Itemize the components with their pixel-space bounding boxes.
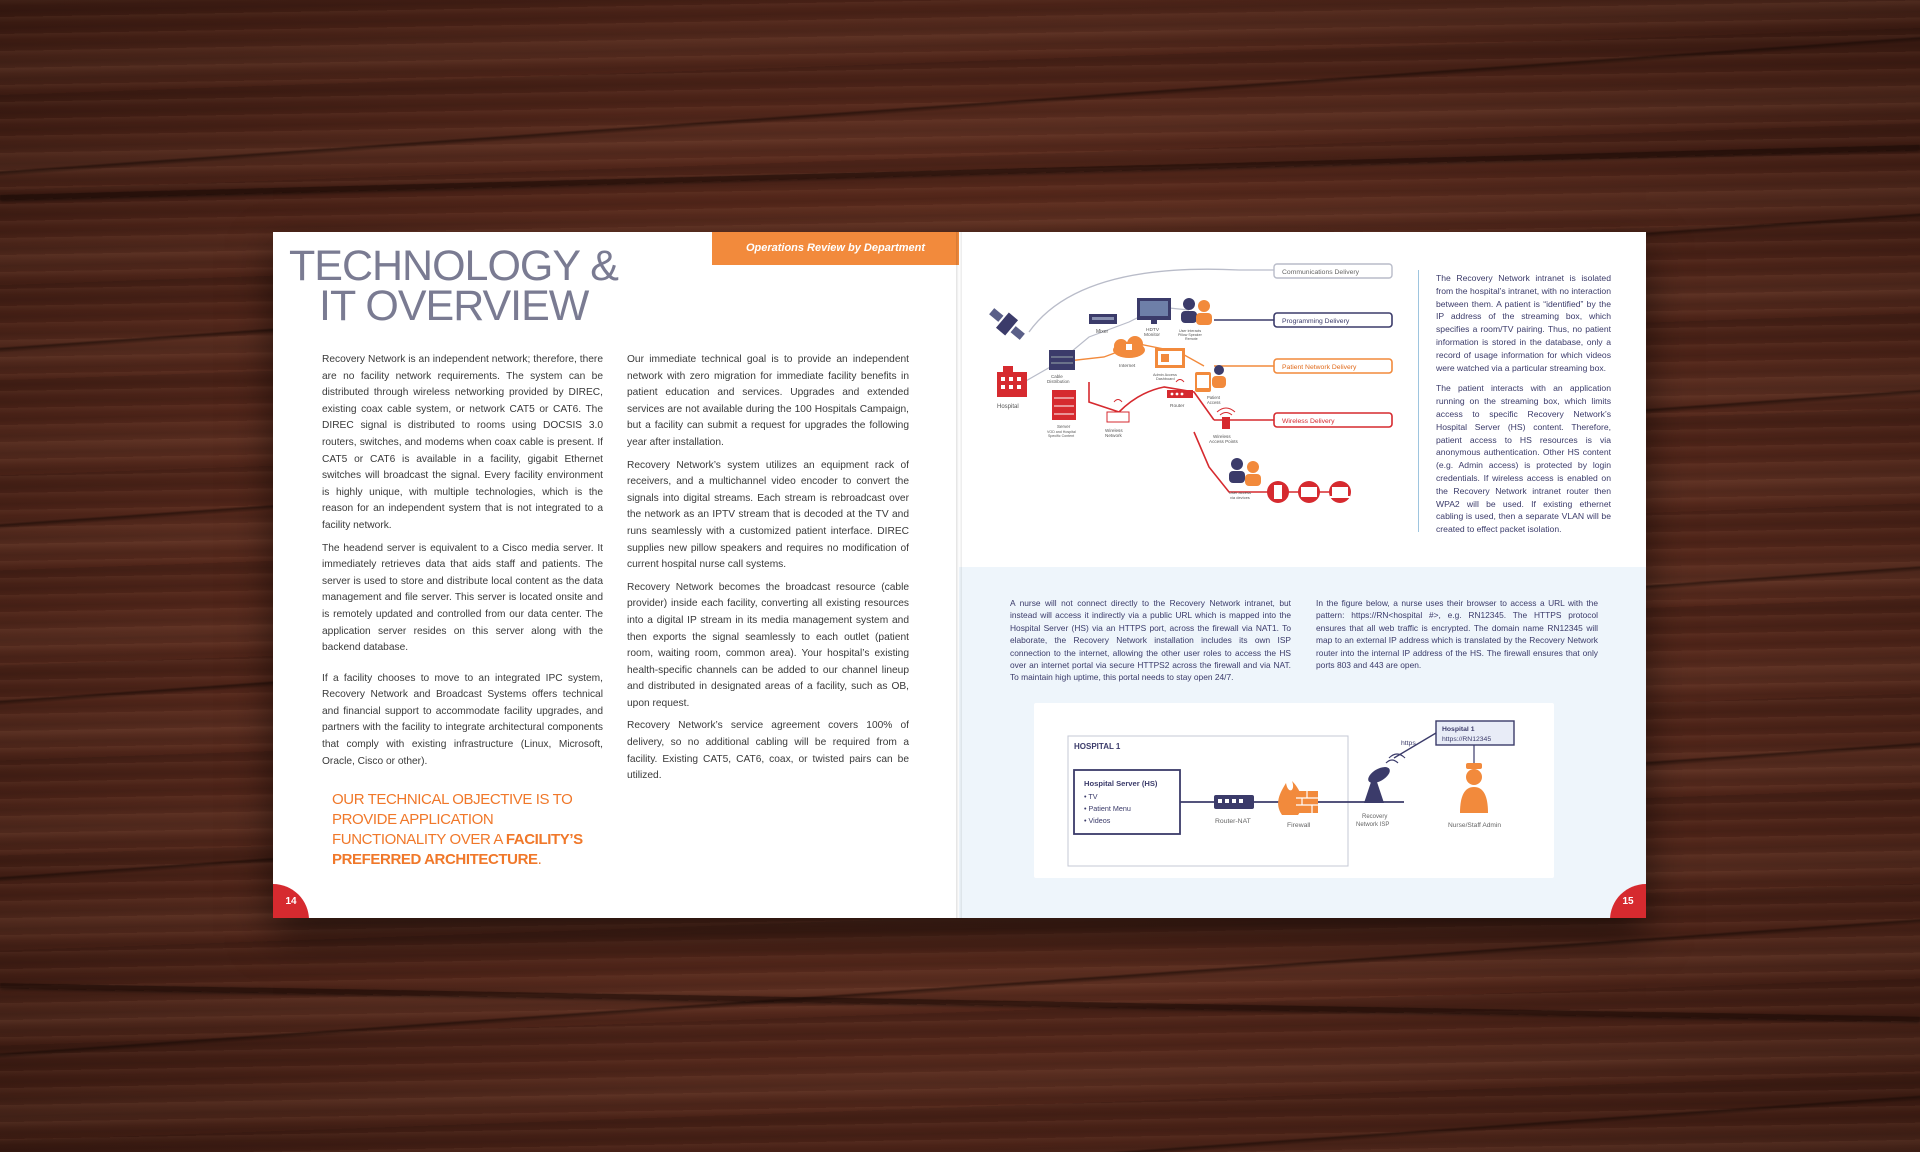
diagram-label-pillow: User interacts bbox=[1179, 329, 1202, 333]
isp-label: Recovery bbox=[1362, 814, 1388, 820]
delivery-label: Wireless Delivery bbox=[1282, 418, 1335, 425]
url-box-url: https://RN12345 bbox=[1442, 736, 1492, 743]
diagram-label-users-2: via devices bbox=[1230, 495, 1250, 500]
internet-cloud-icon bbox=[1113, 336, 1145, 358]
paragraph: Recovery Network’s service agreement covers 100% of delivery, so no additional cabling will be required from a facility. Existing CAT5, CAT6, coax, or twisted pairs can be utilized. bbox=[627, 720, 909, 782]
diagram-label-wap: Wireless bbox=[1213, 434, 1231, 439]
diagram-label-admin: Admin Access bbox=[1153, 373, 1177, 377]
delivery-box-wireless bbox=[1274, 413, 1392, 427]
diagram-label-server: Server bbox=[1057, 424, 1071, 429]
diagram-label-patient: Patient bbox=[1207, 395, 1221, 400]
router-nat-label: Router-NAT bbox=[1215, 818, 1251, 825]
diagram-label-pillow-3: Remote bbox=[1185, 337, 1198, 341]
title-line-1: TECHNOLOGY & bbox=[289, 242, 618, 290]
diagram-label-cable: Cable bbox=[1051, 374, 1063, 379]
paragraph: The headend server is equivalent to a Cisco media server. It immediately retrieves data that aids staff and patients. The server is used to store and distribute local content as the data management and file server. This server is located onsite and is remotely updated and controlled from our data center. The application server resides on this server along with the backend database. bbox=[322, 542, 603, 654]
admin-dashboard-icon bbox=[1155, 348, 1185, 368]
divider-line bbox=[1418, 270, 1419, 532]
diagram-label-hospital: Hospital bbox=[997, 404, 1019, 410]
paragraph: Recovery Network becomes the broadcast resource (cable provider) inside each facility, converting all existing resources into a digital IP stream in its media management system and then exports the signal seamlessly to each outlet (patient room, waiting room, common area). Your hospital’s existing health-specific channels can be added to our channel lineup and distributed in designated areas of a facility, such as OB, upon request. bbox=[627, 581, 909, 709]
delivery-label: Programming Delivery bbox=[1282, 318, 1350, 325]
network-access-section bbox=[959, 567, 1646, 918]
diagram-label-wireless-network-2: Network bbox=[1105, 433, 1122, 438]
book-spine bbox=[956, 232, 962, 918]
nurse-icon bbox=[1460, 763, 1488, 813]
distribution-diagram bbox=[989, 262, 1419, 527]
isp-label-2: Network ISP bbox=[1356, 822, 1390, 828]
hospital-label: HOSPITAL 1 bbox=[1074, 742, 1121, 751]
wireless-network-icon bbox=[1107, 400, 1129, 423]
patient-device-icon bbox=[1195, 372, 1211, 392]
router-nat-icon bbox=[1214, 795, 1254, 809]
page-title bbox=[289, 242, 618, 330]
page-14 bbox=[273, 232, 959, 918]
laptop-device-icon bbox=[1329, 481, 1351, 503]
server-item: • TV bbox=[1084, 792, 1098, 801]
nurse-label: Nurse/Staff Admin bbox=[1448, 822, 1502, 829]
diagram-label-wireless-network: Wireless bbox=[1105, 428, 1123, 433]
diagram-label-server-3: Specific Content bbox=[1048, 434, 1075, 438]
phone-device-icon bbox=[1267, 481, 1289, 503]
person-icon bbox=[1245, 461, 1261, 486]
title-line-2: IT OVERVIEW bbox=[319, 282, 589, 330]
person-icon bbox=[1181, 298, 1197, 323]
person-icon bbox=[1212, 365, 1226, 388]
pull-quote bbox=[332, 790, 607, 870]
section-banner: Operations Review by Department bbox=[712, 232, 959, 265]
network-figure-svg bbox=[1034, 703, 1554, 878]
diagram-label-server-2: VOD and Hospital bbox=[1047, 430, 1076, 434]
paragraph: Recovery Network is an independent network; therefore, there are no facility network requirements. The system can be distributed through wireless networking provided by DIREC, existing coax cable system, or network CAT5 or CAT6. The DIREC signal is distributed to rooms using DOCSIS 3.0 routers, switches, and modems when coax cable is present. If CAT5 or CAT6 is available in a facility, gigabit Ethernet switches will broadcast the signal. Every facility environment is highly unique, with multiple technologies, which is the reason for an independent system that is not integrated to a facility network. bbox=[322, 354, 603, 531]
network-figure bbox=[1034, 703, 1554, 878]
diagram-label-admin-2: Dashboard bbox=[1156, 377, 1175, 381]
person-icon bbox=[1229, 458, 1245, 483]
page-15 bbox=[959, 232, 1646, 918]
https-label: https bbox=[1401, 740, 1416, 747]
delivery-label: Patient Network Delivery bbox=[1282, 364, 1357, 371]
diagram-label-router: Router bbox=[1170, 404, 1185, 409]
paragraph: If a facility chooses to move to an integrated IPC system, Recovery Network and Broadcast Systems offers technical and financial support to accommodate facility upgrades, and partners with the facility to integrate architectural components that comply with existing infrastructure (Linux, Microsoft, Oracle, Cisco or other). bbox=[322, 672, 603, 767]
cable-distribution-icon bbox=[1049, 350, 1075, 370]
page-number: 15 bbox=[1610, 884, 1646, 918]
person-icon bbox=[1196, 300, 1212, 325]
diagram-label-users: User access bbox=[1229, 490, 1252, 495]
diagram-label-mixer: Mixer bbox=[1096, 329, 1109, 335]
satellite-dish-icon bbox=[1364, 754, 1405, 803]
paragraph: Recovery Network’s system utilizes an equipment rack of receivers, and a multichannel video encoder to convert the signals into digital streams. Each stream is rebroadcast over the network as an IPTV stream that is decoded at the TV and runs seamlessly with a customized patient interface. DIREC supplies new pillow speakers and requires no modification of current hospital nurse call systems. bbox=[627, 459, 909, 571]
security-text bbox=[1436, 272, 1611, 544]
paragraph: The Recovery Network intranet is isolated from the hospital’s intranet, with no interaction between them. A patient is “identified” by the IP address of the streaming box, which specifies a room/TV pairing. Thus, no patient information is stored in the database, only a record of usage information for which videos were watched via a particular streaming box. bbox=[1436, 273, 1611, 373]
delivery-box-programming bbox=[1274, 313, 1392, 327]
paragraph: Our immediate technical goal is to provide an independent network with zero migration for immediate facility benefits in patient education and services. Upgrades and extended services are not available during the 100 Hospitals Campaign, but a facility can submit a request for upgrades the following year after installation. bbox=[627, 354, 909, 448]
server-title: Hospital Server (HS) bbox=[1084, 779, 1158, 788]
server-icon bbox=[1052, 390, 1076, 420]
paragraph: The patient interacts with an application running on the streaming box, which limits access to specific Recovery Network’s Hospital Server (HS) content. Therefore, patient access to HS resources is via anonymous authentication. Other HS content (e.g. Admin access) is protected by login credentials. If wireless access is enabled on the Recovery Network intranet router then WPA2 will be used. If existing ethernet cabling is used, then a separate VLAN will be created to effect packet isolation. bbox=[1436, 383, 1611, 535]
diagram-label-patient-2: Access bbox=[1207, 400, 1221, 405]
tablet-device-icon bbox=[1298, 481, 1320, 503]
pull-quote-text: OUR TECHNICAL OBJECTIVE IS TO PROVIDE APPLICATION FUNCTIONALITY OVER A bbox=[332, 791, 573, 848]
text-column-1 bbox=[322, 352, 603, 776]
diagram-label-pillow-2: Pillow Speaker bbox=[1178, 333, 1202, 337]
open-brochure bbox=[273, 232, 1646, 918]
wireless-access-point-icon bbox=[1217, 408, 1235, 429]
hospital-icon bbox=[997, 366, 1027, 397]
diagram-label-hdtv: HDTV bbox=[1146, 328, 1160, 333]
diagram-label-cable-2: Distribution bbox=[1047, 379, 1070, 384]
page-number: 14 bbox=[273, 884, 309, 918]
pull-quote-period: . bbox=[537, 851, 542, 868]
wood-plank-seam bbox=[0, 983, 1920, 1022]
firewall-label: Firewall bbox=[1287, 822, 1311, 829]
pull-quote-emphasis: FACILITY’S PREFERRED ARCHITECTURE bbox=[332, 831, 583, 868]
nurse-access-text: A nurse will not connect directly to the Recovery Network intranet, but instead will access it indirectly via a public URL which is mapped into the Hospital Server (HS) via an HTTPS port, across the firewall via NAT1. To elaborate, the Recovery Network installation includes its own ISP connection to the internet, allowing the other user roles to access the HS over an internet portal via secure HTTPS2 across the firewall and via NAT. To maintain high uptime, this portal needs to stay open 24/7. bbox=[1010, 598, 1291, 683]
satellite-icon bbox=[989, 303, 1029, 344]
url-box-title: Hospital 1 bbox=[1442, 726, 1475, 733]
diagram-label-wap-2: Access Points bbox=[1209, 439, 1238, 444]
url-box bbox=[1436, 721, 1514, 745]
delivery-box-communications bbox=[1274, 264, 1392, 278]
delivery-label: Communications Delivery bbox=[1282, 269, 1360, 276]
firewall-icon bbox=[1278, 781, 1318, 815]
server-item: • Videos bbox=[1084, 816, 1111, 825]
mixer-icon bbox=[1089, 314, 1117, 324]
delivery-box-patient-network bbox=[1274, 359, 1392, 373]
url-pattern-text: In the figure below, a nurse uses their browser to access a URL with the pattern: https://RN<hospital #>, e.g. RN12345. The HTTPS protocol ensures that all web traffic is encrypted. The domain name RN12345 will map to an external IP address which is translated by the Recovery Network router into the internal IP address of the HS. The firewall ensures that only ports 803 and 443 are open. bbox=[1316, 598, 1598, 671]
text-column-2 bbox=[627, 352, 909, 791]
wood-plank-seam bbox=[0, 145, 1919, 200]
diagram-label-internet: Internet bbox=[1119, 364, 1136, 369]
hdtv-icon bbox=[1137, 298, 1171, 324]
server-item: • Patient Menu bbox=[1084, 804, 1131, 813]
hospital-server-box bbox=[1074, 770, 1180, 834]
diagram-label-hdtv-2: Monitor bbox=[1144, 333, 1160, 338]
